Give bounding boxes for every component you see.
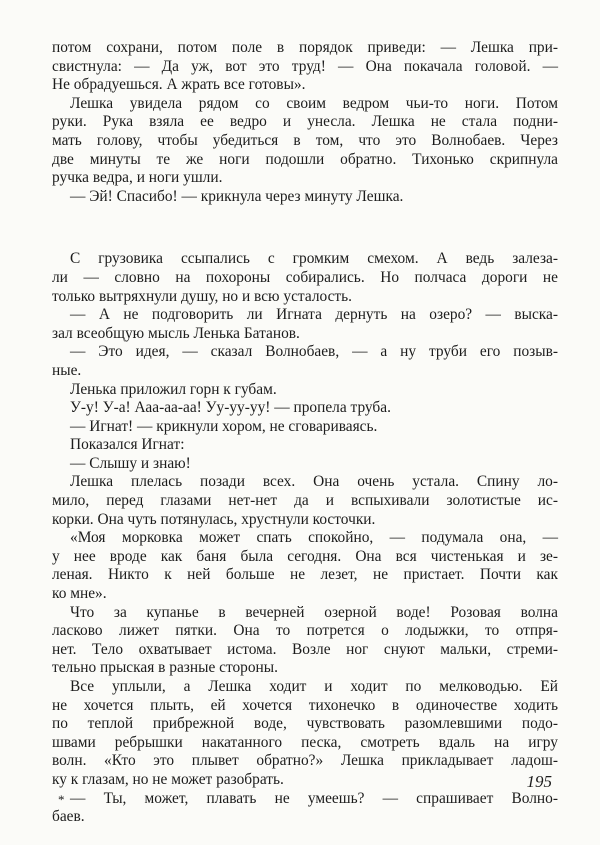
text-line: только вытряхнули душу, но и всю усталость. xyxy=(52,287,352,305)
text-line: ласково лижет пятки. Она то потрется о лодыжки, то отпря- xyxy=(52,622,558,640)
footnote-star: * xyxy=(58,792,65,807)
text-line: баев. xyxy=(52,808,85,826)
text-line: швами ребрышки накатанного песка, смотреть вдаль на игру xyxy=(52,733,558,751)
text-line: — Игнат! — крикнули хором, не сговариваясь. xyxy=(70,417,378,435)
text-line: ли — словно на похороны собирались. Но полчаса дороги не xyxy=(52,268,558,286)
text-line: Лешка плелась позади всех. Она очень устала. Спину ло- xyxy=(70,473,558,491)
text-line: две минуты те же ноги подошли обратно. Тихонько скрипнула xyxy=(52,150,558,168)
text-line: — Ты, может, плавать не умеешь? — спрашивает Волно- xyxy=(70,789,558,807)
text-line: тельно прыская в разные стороны. xyxy=(52,659,278,677)
text-line: — Это идея, — сказал Волнобаев, — а ну труби его позыв- xyxy=(70,343,558,361)
text-line: Ленька приложил горн к губам. xyxy=(70,380,277,398)
page-body xyxy=(52,39,558,827)
text-line: леная. Никто к ней больше не лезет, не пристает. Почти как xyxy=(52,566,558,584)
text-line: волн. «Кто это плывет обратно?» Лешка прикладывает ладош- xyxy=(52,752,558,770)
text-line: зал всеобщую мысль Ленька Батанов. xyxy=(52,324,300,342)
text-line: С грузовика ссыпались с громким смехом. А ведь залеза- xyxy=(70,250,558,268)
text-line: ку к глазам, но не может разобрать. xyxy=(52,770,284,788)
text-line: Лешка увидела рядом со своим ведром чьи-то ноги. Потом xyxy=(70,94,558,112)
text-line: — Слышу и знаю! xyxy=(70,454,191,472)
text-line: «Моя морковка может спать спокойно, — подумала она, — xyxy=(70,529,558,547)
text-line: ручка ведра, и ноги ушли. xyxy=(52,169,223,187)
text-line: мило, перед глазами нет-нет да и вспыхивали золотистые ис- xyxy=(52,492,558,510)
page-number: 195 xyxy=(526,772,552,791)
text-line: потом сохрани, потом поле в порядок приведи: — Лешка при- xyxy=(52,39,558,56)
text-line: У-у! У-а! Ааа-аа-аа! Уу-уу-уу! — пропела труба. xyxy=(70,399,391,417)
text-block-2 xyxy=(52,250,558,826)
section-gap xyxy=(52,206,558,250)
text-line: Все уплыли, а Лешка ходит и ходит по мелководью. Ей xyxy=(70,678,558,695)
text-line: свистнула: — Да уж, вот это труд! — Она покачала головой. — xyxy=(52,57,558,75)
text-line: ко мне». xyxy=(52,585,107,603)
text-line: корки. Она чуть потянулась, хрустнули косточки. xyxy=(52,510,376,528)
text-block-1 xyxy=(52,39,558,206)
text-line: нет. Тело охватывает истома. Возле ног снуют мальки, стреми- xyxy=(52,640,558,658)
text-line: Показался Игнат: xyxy=(70,436,185,454)
text-line: — Эй! Спасибо! — крикнула через минуту Лешка. xyxy=(70,187,404,205)
text-line: не хочется плыть, ей хочется тихонечко в одиночестве ходить xyxy=(52,696,558,714)
text-line: ные. xyxy=(52,361,82,379)
text-line: Не обрадуешься. А жрать все готовы». xyxy=(52,76,306,94)
text-line: — А не подговорить ли Игната дернуть на озеро? — выска- xyxy=(70,306,558,324)
text-line: у нее вроде как баня была сегодня. Она вся чистенькая и зе- xyxy=(52,547,558,565)
text-line: по теплой прибрежной воде, чувствовать разомлевшими подо- xyxy=(52,715,558,733)
text-line: руки. Рука взяла ее ведро и унесла. Лешка не стала подни- xyxy=(52,113,558,131)
text-line: мать голову, чтобы убедиться в том, что это Волнобаев. Через xyxy=(52,131,558,149)
text-line: Что за купанье в вечерней озерной воде! Розовая волна xyxy=(70,603,558,621)
